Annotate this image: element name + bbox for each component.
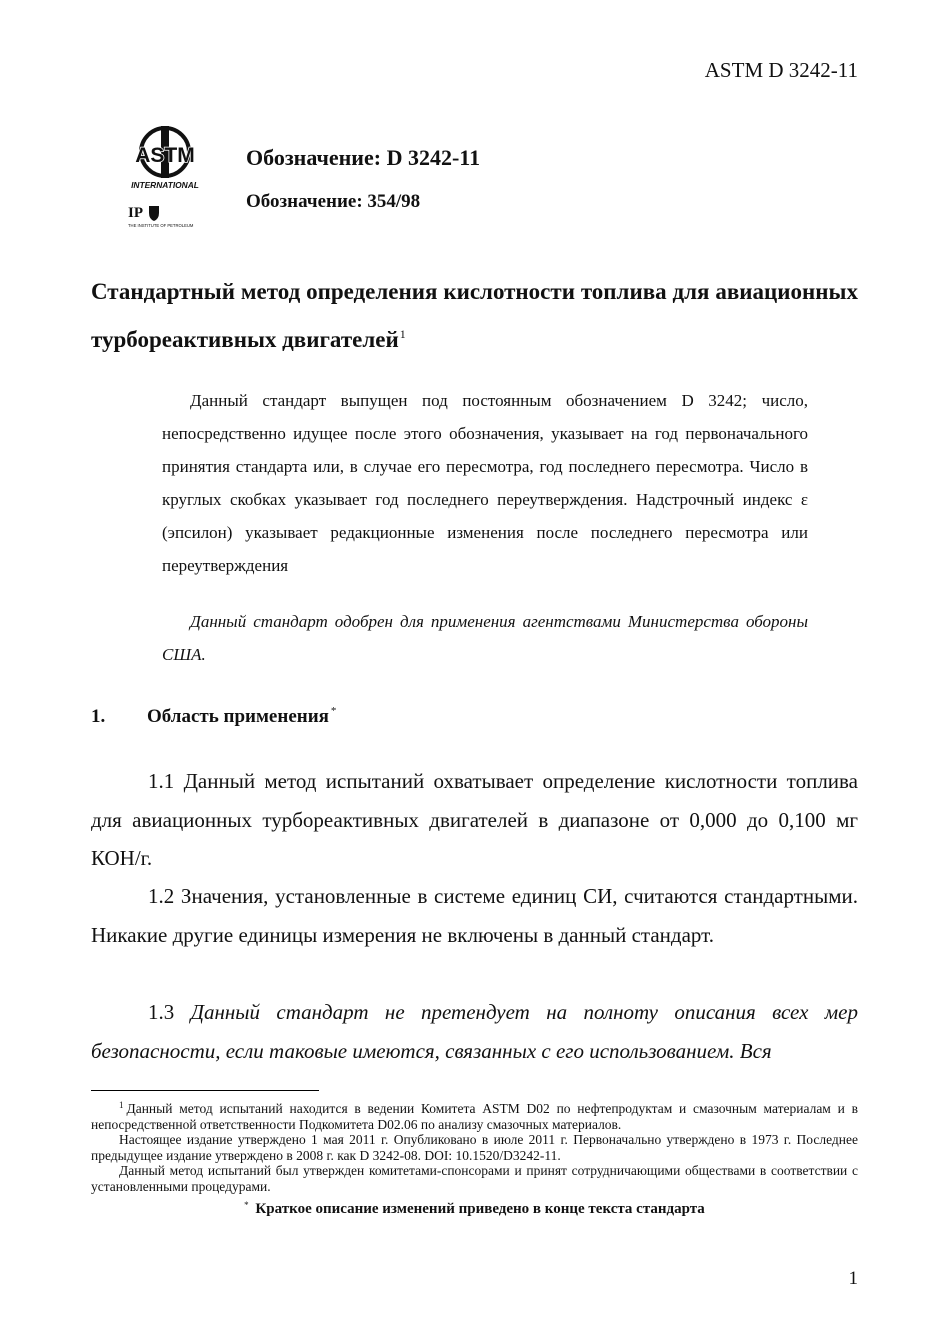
ip-logo-text: IP (128, 205, 143, 221)
paragraph-1-2: 1.2 Значения, установленные в системе единиц СИ, считаются стандартными. Никакие другие единицы измерения не включены в данный стандарт. (91, 884, 858, 947)
designation-secondary: Обозначение: 354/98 (246, 191, 421, 212)
footnote-1-edition: Настоящее издание утверждено 1 мая 2011 г. Опубликовано в июле 2011 г. Первоначально утверждено в 1973 г. Последнее предыдущее издание утверждено в 2008 г. как D 3242-08. DOI: 10.1520/D3242-11. (91, 1132, 858, 1163)
designation-primary: Обозначение: D 3242-11 (246, 145, 481, 170)
paragraph-1-3 (91, 993, 858, 1070)
section-number: 1. (91, 706, 106, 727)
astm-logo-icon (126, 124, 204, 232)
page-number: 1 (848, 1268, 858, 1289)
preface-paragraph: Данный стандарт выпущен под постоянным обозначением D 3242; число, непосредственно идущее после этого обозначения, указывает на год первоначального принятия стандарта или, в случае его пересмотра, год последнего пересмотра. Число в круглых скобках указывает год последнего переутверждения. Надстрочный индекс ε (эпсилон) указывает редакционные изменения после последнего пересмотра или переутверждения (162, 391, 808, 575)
paragraph-1-3-number: 1.3 (148, 1000, 175, 1024)
paragraph-1-3-text: Данный стандарт не претендует на полноту описания всех мер безопасности, если таковые имеются, связанных с его использованием. Вся (91, 1000, 858, 1063)
footnote-1-text: Данный метод испытаний находится в ведении Комитета ASTM D02 по нефтепродуктам и смазочным материалам и в непосредственной ответственности Подкомитета D02.06 по анализу смазочных материалов. (91, 1101, 858, 1132)
paragraph-1-1: 1.1 Данный метод испытаний охватывает определение кислотности топлива для авиационных турбореактивных двигателей в диапазоне от 0,000 до 0,100 мг КОН/г. (91, 769, 858, 870)
footnote-1-ref: 1 (119, 1100, 124, 1110)
ip-institute-text: THE INSTITUTE OF PETROLEUM (128, 223, 194, 228)
footnote-1 (91, 1098, 858, 1132)
international-logo-text: INTERNATIONAL (131, 180, 199, 190)
approval-note: Данный стандарт одобрен для применения агентствами Министерства обороны США. (162, 612, 808, 664)
changes-footnote (91, 1198, 858, 1218)
document-title-text: Стандартный метод определения кислотности топлива для авиационных турбореактивных двигателей (91, 279, 858, 352)
document-title (91, 270, 858, 361)
section-footnote-ref: * (330, 705, 337, 717)
title-footnote-ref: 1 (399, 327, 406, 341)
document-code-header: ASTM D 3242-11 (704, 58, 858, 82)
footnotes (91, 1098, 858, 1217)
section-heading (91, 705, 336, 728)
changes-footnote-text: Краткое описание изменений приведено в конце текста стандарта (255, 1200, 705, 1217)
footnote-divider (91, 1090, 319, 1091)
changes-footnote-ref: * (244, 1199, 249, 1210)
section-title: Область применения (147, 706, 329, 727)
astm-logo-text: ASTM (135, 144, 195, 167)
footnote-1-approval: Данный метод испытаний был утвержден комитетами-спонсорами и принят сотрудничающими обществами в соответствии с установленными процедурами. (91, 1163, 858, 1194)
shield-icon (149, 206, 159, 221)
astm-ip-logo (126, 124, 204, 232)
